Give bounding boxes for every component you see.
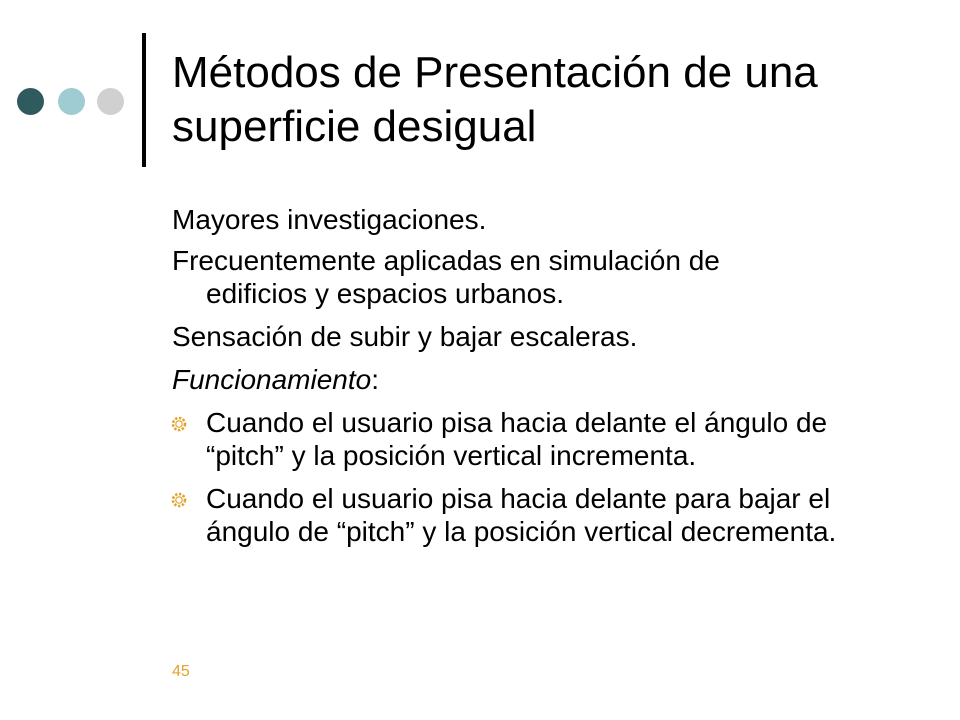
slide-title: Métodos de Presentación de una superficie desigual <box>172 48 818 151</box>
gear-bullet-icon <box>170 491 188 509</box>
slide-number: 45 <box>172 663 190 680</box>
paragraph-frecuentemente: Frecuentemente aplicadas en simulación de edificios y espacios urbanos. <box>172 245 720 309</box>
funcionamiento-label: Funcionamiento <box>172 364 372 395</box>
bullet-item-1 <box>172 406 912 472</box>
paragraph-sensacion: Sensación de subir y bajar escaleras. <box>172 321 638 352</box>
decorative-dots <box>17 88 127 118</box>
bullet-text-2: Cuando el usuario pisa hacia delante para bajar el ángulo de “pitch” y la posición vertical decrementa. <box>206 483 837 547</box>
gear-bullet-icon <box>170 415 188 433</box>
light-teal-dot <box>58 88 85 115</box>
bullet-text-1: Cuando el usuario pisa hacia delante el ángulo de “pitch” y la posición vertical incrementa. <box>206 407 828 471</box>
title-divider-bar <box>142 33 146 167</box>
bullet-item-2 <box>172 482 912 548</box>
funcionamiento-colon: : <box>371 364 380 395</box>
slide-body <box>172 203 912 558</box>
grey-dot <box>97 88 124 115</box>
paragraph-mayores: Mayores investigaciones. <box>172 204 487 235</box>
dark-teal-dot <box>17 88 44 115</box>
paragraph-funcionamiento <box>172 363 912 396</box>
